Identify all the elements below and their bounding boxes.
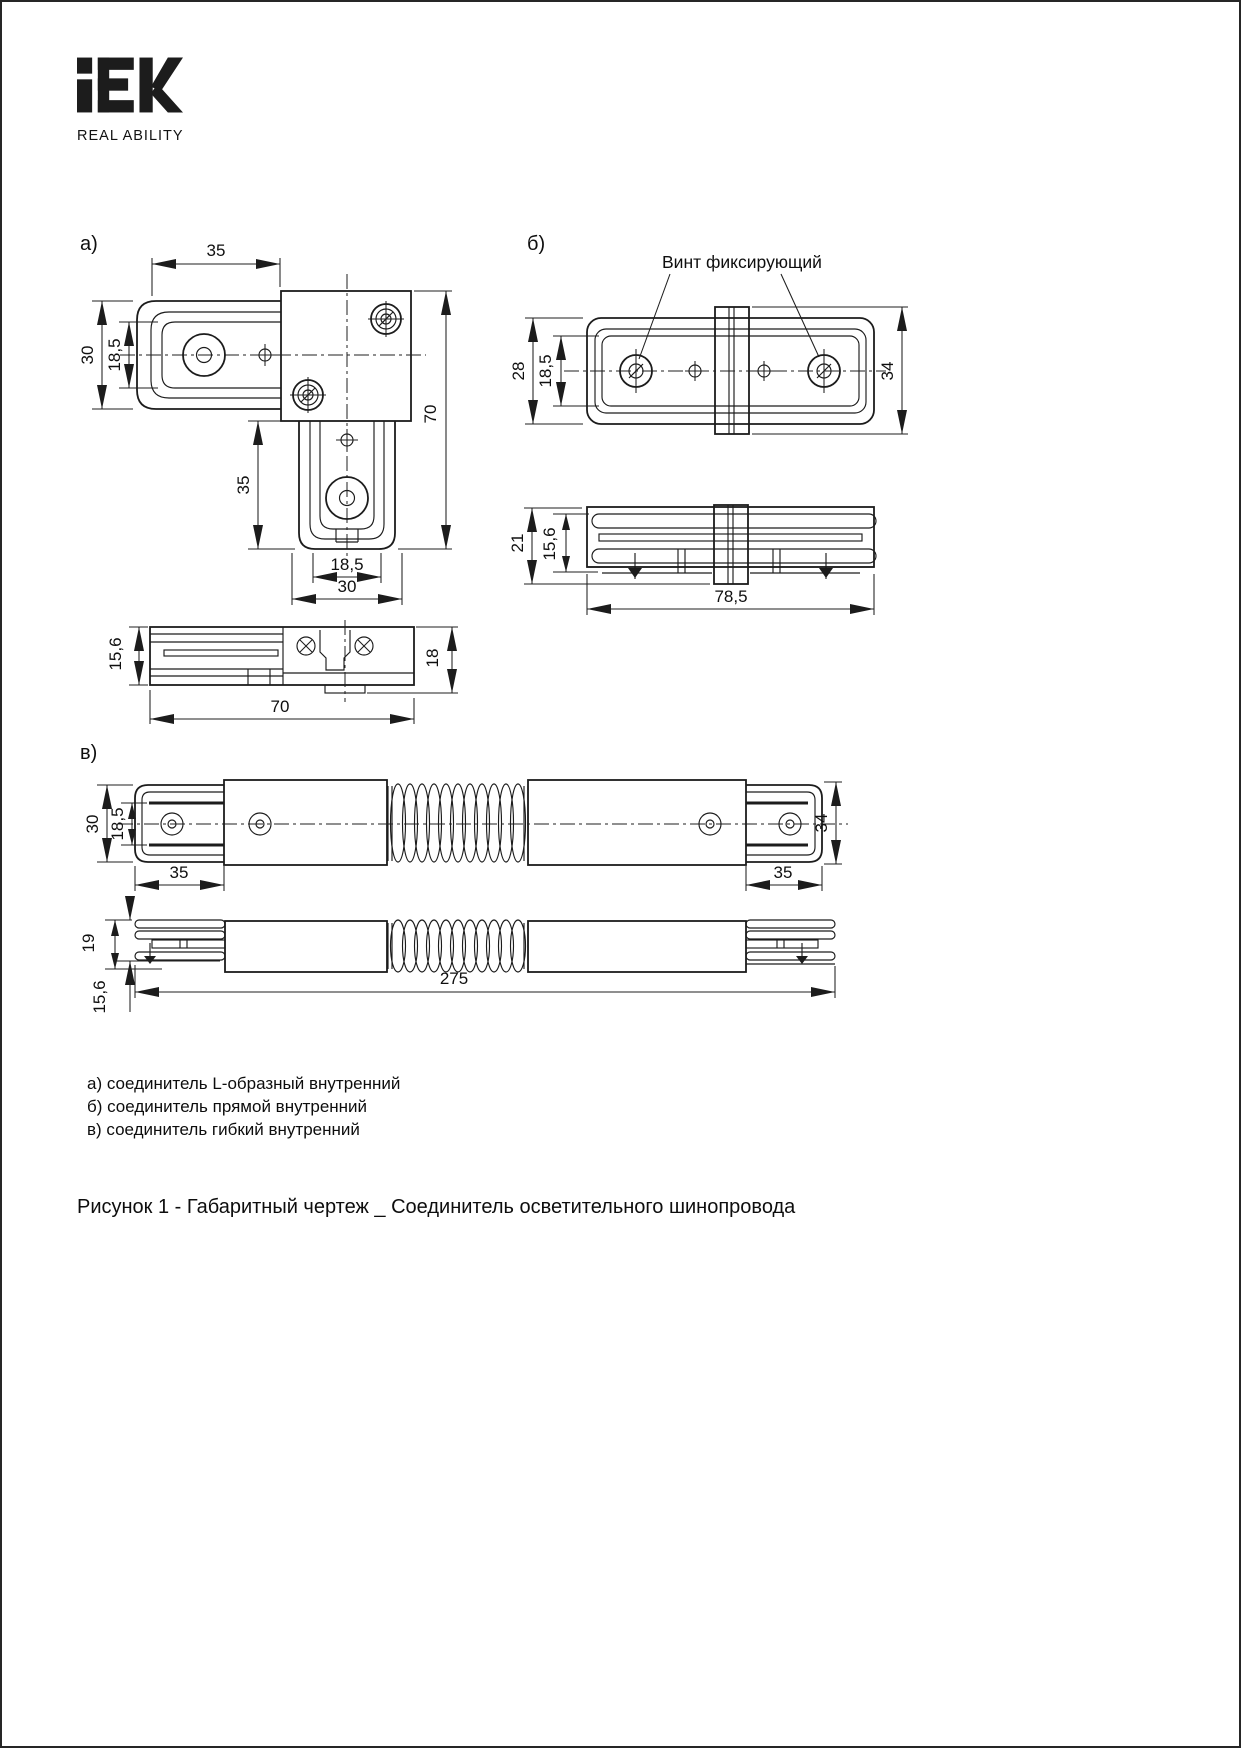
dim-a-arm-length: 35: [234, 475, 253, 495]
bellows-top-view: [391, 784, 526, 862]
dim-v-left-end-width: 35: [169, 863, 189, 882]
dim-b-length: 78,5: [714, 587, 748, 606]
caption-a: а) соединитель L-образный внутренний: [87, 1074, 401, 1093]
dim-b-profile-inner-height: 15,6: [540, 527, 559, 561]
fixing-screw-bottom: [290, 377, 326, 413]
dim-b-inner-height: 18,5: [536, 354, 555, 388]
dim-a-outer-height: 30: [78, 345, 97, 365]
dim-v-profile-height: 19: [79, 933, 98, 953]
dim-a-profile-inner-height: 15,6: [106, 637, 125, 671]
figure-title: Рисунок 1 - Габаритный чертеж _ Соединитель осветительного шинопровода: [77, 1196, 796, 1218]
fixing-screw-top: [368, 301, 404, 337]
dim-b-total-height: 34: [878, 361, 897, 381]
fixing-screw-callout: Винт фиксирующий: [662, 252, 822, 272]
dim-b-outer-height: 28: [509, 361, 528, 381]
dim-a-top-width: 35: [206, 241, 226, 260]
dim-v-total-length: 275: [439, 969, 469, 988]
caption-v: в) соединитель гибкий внутренний: [87, 1120, 360, 1139]
dim-b-profile-height: 21: [508, 533, 527, 553]
dim-v-right-end-width: 35: [773, 863, 793, 882]
bellows-profile-view: [391, 920, 526, 972]
technical-drawing: [2, 2, 1241, 1748]
figure-b: [508, 233, 908, 615]
dim-a-profile-length: 70: [270, 697, 290, 716]
figure-captions: [87, 1072, 400, 1141]
figure-b-label: б): [527, 233, 546, 255]
dim-a-total-height: 70: [421, 404, 440, 424]
dim-v-outer-height: 30: [83, 814, 102, 834]
caption-b: б) соединитель прямой внутренний: [87, 1097, 368, 1116]
figure-a: [78, 233, 458, 724]
dim-v-inner-height: 18,5: [108, 807, 127, 841]
figure-v-label: в): [80, 742, 98, 764]
figure-a-label: а): [80, 233, 98, 255]
dim-v-total-height: 34: [812, 813, 831, 833]
figure-v: [79, 742, 848, 1014]
dim-v-profile-inner-height: 15,6: [90, 980, 109, 1014]
brand-tagline: REAL ABILITY: [77, 128, 184, 144]
dim-a-slot-width: 18,5: [330, 555, 364, 574]
dim-a-inner-height: 18,5: [105, 338, 124, 372]
dim-a-arm-width: 30: [337, 577, 357, 596]
dim-a-profile-total-height: 18: [423, 648, 442, 668]
